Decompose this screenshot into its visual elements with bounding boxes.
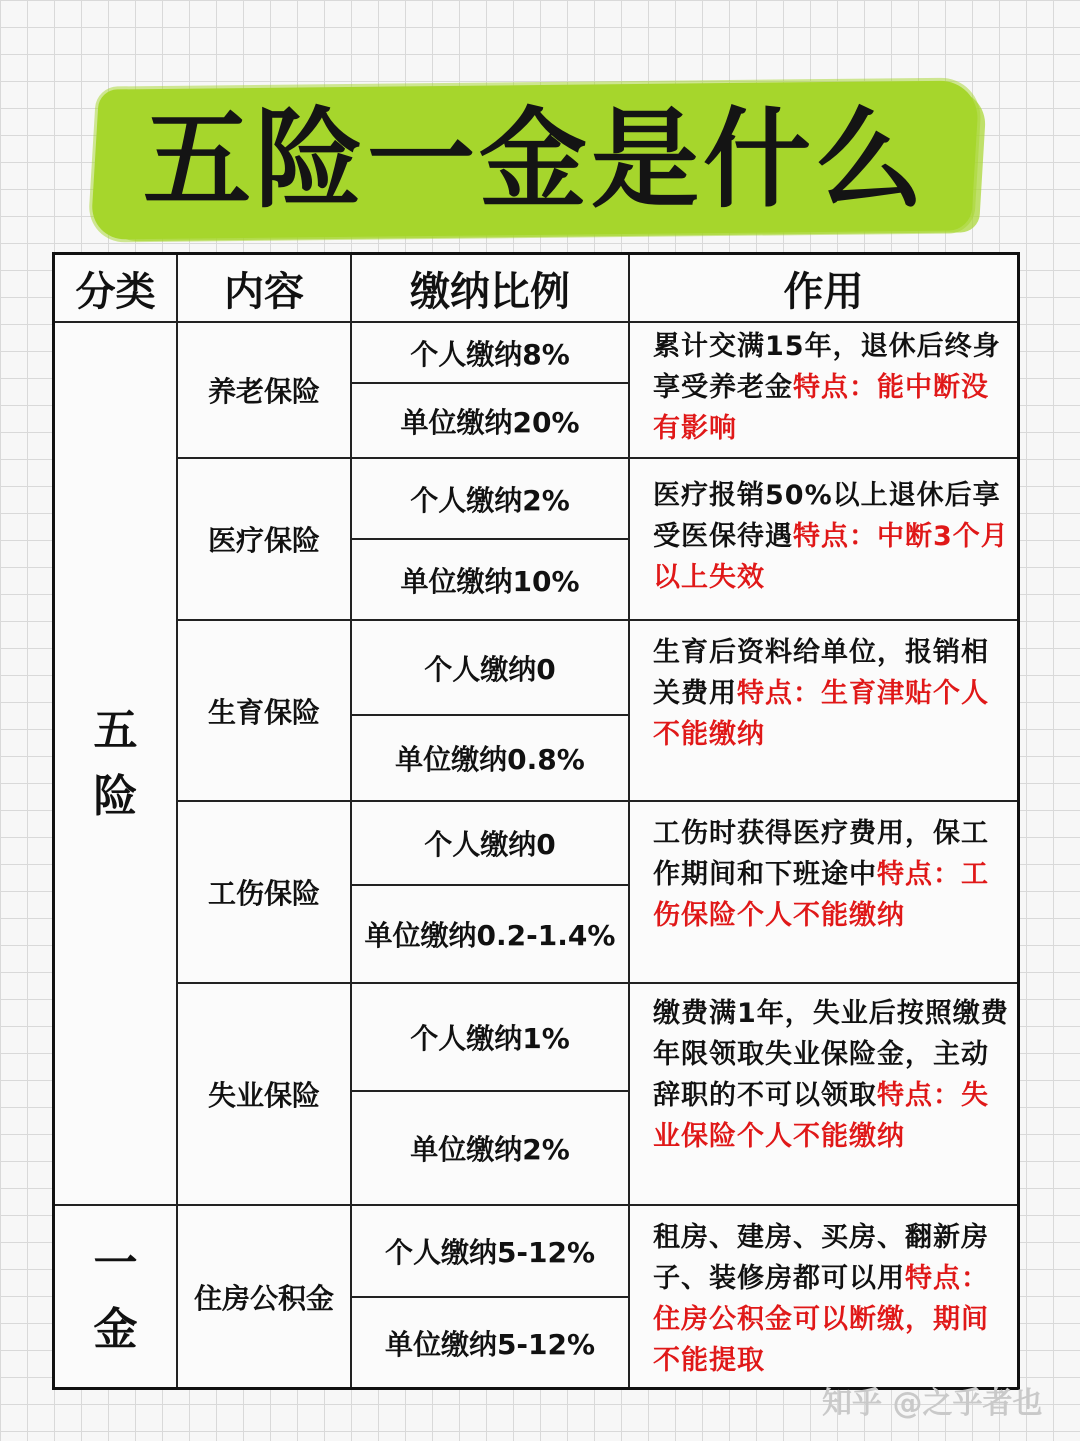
row-0-name: 养老保险 — [207, 375, 320, 408]
row-4-company: 单位缴纳2% — [410, 1133, 570, 1166]
header-ratio: 缴纳比例 — [410, 268, 570, 315]
row-0-note: 特点：能中断没有影响 — [653, 372, 989, 444]
category-yijin — [55, 1206, 176, 1387]
row-0-personal: 个人缴纳8% — [410, 337, 570, 371]
row-1-company: 单位缴纳10% — [400, 564, 580, 598]
row-2-effect — [653, 632, 1013, 755]
row-3-note: 特点：工伤保险个人不能缴纳 — [653, 859, 989, 931]
row-1-name: 医疗保险 — [207, 524, 320, 557]
row-2-note: 特点：生育津贴个人不能缴纳 — [653, 678, 989, 750]
row-3-name: 工伤保险 — [207, 877, 320, 910]
row-1-personal: 个人缴纳2% — [410, 483, 570, 517]
category-yijin-char1: 一 — [93, 1237, 138, 1289]
row-3-company: 单位缴纳0.2-1.4% — [364, 919, 616, 952]
page-title: 五险一金是什么 — [142, 97, 927, 223]
row-3-desc: 工伤时获得医疗费用，保工作期间和下班途中 — [653, 818, 989, 890]
category-yijin-char2: 金 — [93, 1303, 138, 1355]
row-4-note: 特点：失业保险个人不能缴纳 — [653, 1080, 989, 1152]
row-1-desc: 医疗报销50%以上退休后享受医保待遇 — [653, 480, 1001, 552]
row-5-desc: 租房、建房、买房、翻新房子、装修房都可以用 — [653, 1222, 989, 1294]
title-banner — [95, 85, 975, 235]
row-2-personal: 个人缴纳0 — [424, 652, 556, 686]
row-2-name: 生育保险 — [207, 695, 320, 729]
header-category: 分类 — [75, 268, 156, 315]
row-4-desc: 缴费满1年，失业后按照缴费年限领取失业保险金，主动辞职的不可以领取 — [653, 998, 1009, 1111]
category-wuxian-char2: 险 — [93, 770, 138, 822]
row-5-company: 单位缴纳5-12% — [384, 1327, 596, 1361]
row-5-personal: 个人缴纳5-12% — [384, 1236, 596, 1269]
category-wuxian-char1: 五 — [93, 704, 138, 756]
row-4-personal: 个人缴纳1% — [410, 1022, 570, 1055]
insurance-table — [52, 252, 1020, 1390]
header-content: 内容 — [224, 268, 304, 315]
row-3-personal: 个人缴纳0 — [424, 828, 556, 861]
header-effect: 作用 — [783, 268, 864, 315]
row-1-note: 特点：中断3个月以上失效 — [653, 521, 1009, 593]
row-4-effect — [653, 993, 1013, 1157]
row-3-effect — [653, 813, 1013, 936]
row-4-name: 失业保险 — [207, 1079, 320, 1112]
category-wuxian — [55, 323, 176, 1204]
row-0-effect — [653, 326, 1013, 449]
row-0-desc: 累计交满15年，退休后终身享受养老金 — [653, 331, 1001, 403]
row-5-note: 特点：住房公积金可以断缴，期间不能提取 — [653, 1263, 989, 1376]
row-1-effect — [653, 475, 1013, 598]
row-2-company: 单位缴纳0.8% — [395, 743, 585, 776]
row-2-desc: 生育后资料给单位，报销相关费用 — [653, 637, 989, 709]
watermark: 知乎 @之乎者也 — [822, 1386, 1043, 1421]
row-5-name: 住房公积金 — [193, 1281, 334, 1315]
row-0-company: 单位缴纳20% — [400, 405, 580, 439]
row-5-effect — [653, 1217, 1013, 1381]
